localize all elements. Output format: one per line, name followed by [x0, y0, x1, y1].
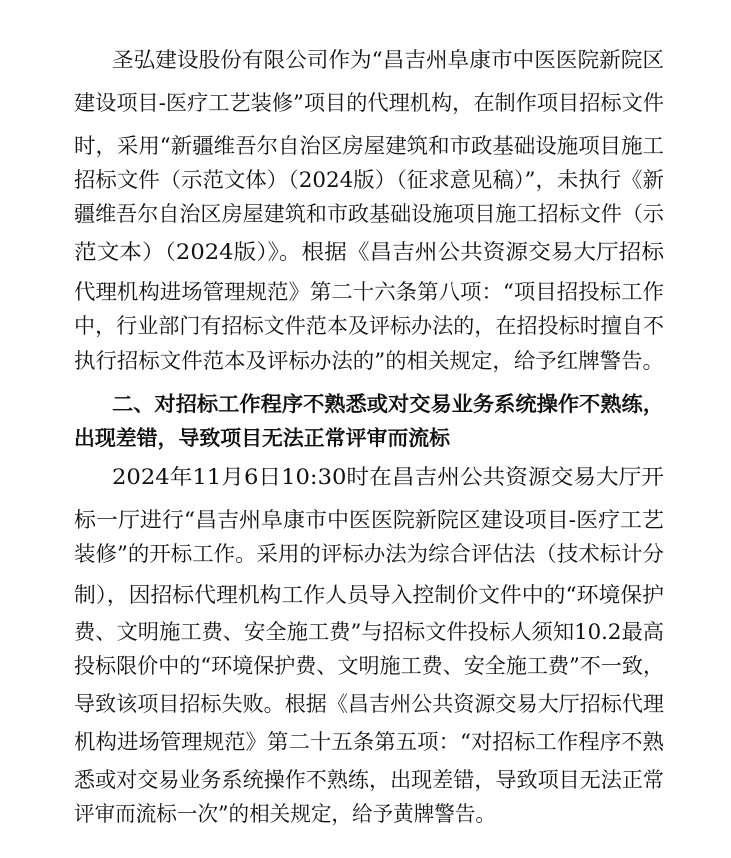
body-text-line: 装修”的开标工作。采用的评标办法为综合评估法（技术标计分	[74, 542, 664, 566]
body-text-line: 投标限价中的“环境保护费、文明施工费、安全施工费”不一致，	[74, 654, 665, 678]
body-text-line: 费、文明施工费、安全施工费”与招标文件投标人须知10.2最高	[74, 620, 665, 644]
body-text-line: 悉或对交易业务系统操作不熟练，出现差错，导致项目无法正常	[74, 768, 664, 792]
body-text-line: 招标文件（示范文体）（2024版）（征求意见稿）”，未执行《新	[74, 168, 664, 192]
body-text-line: 范文本）（2024版）》。根据《昌吉州公共资源交易大厅招标	[74, 240, 664, 264]
body-text-line: 疆维吾尔自治区房屋建筑和市政基础设施项目施工招标文件（示	[74, 202, 664, 226]
body-text-line: 标一厅进行“昌吉州阜康市中医医院新院区建设项目-医疗工艺	[74, 508, 665, 532]
section-heading-line: 二、对招标工作程序不熟悉或对交易业务系统操作不熟练，	[112, 392, 664, 416]
body-text-line: 建设项目-医疗工艺装修”项目的代理机构，在制作项目招标文件	[74, 91, 664, 115]
body-text-line: 执行招标文件范本及评标办法的”的相关规定，给予红牌警告。	[74, 349, 664, 373]
body-text-line: 机构进场管理规范》第二十五条第五项：“对招标工作程序不熟	[74, 730, 664, 754]
body-text-line: 评审而流标一次”的相关规定，给予黄牌警告。	[74, 802, 496, 826]
body-text-line: 2024年11月6日10:30时在昌吉州公共资源交易大厅开	[112, 465, 664, 489]
section-heading-line: 出现差错，导致项目无法正常评审而流标	[74, 426, 451, 450]
body-text-line: 导致该项目招标失败。根据《昌吉州公共资源交易大厅招标代理	[74, 692, 664, 716]
body-text-line: 时，采用“新疆维吾尔自治区房屋建筑和市政基础设施项目施工	[74, 134, 664, 158]
body-text-line: 制），因招标代理机构工作人员导入控制价文件中的“环境保护	[74, 583, 664, 607]
body-text-line: 中，行业部门有招标文件范本及评标办法的，在招投标时擅自不	[74, 314, 664, 338]
body-text-line: 代理机构进场管理规范》第二十六条第八项：“项目招投标工作	[74, 280, 664, 304]
body-text-line: 圣弘建设股份有限公司作为“昌吉州阜康市中医医院新院区	[112, 48, 665, 72]
